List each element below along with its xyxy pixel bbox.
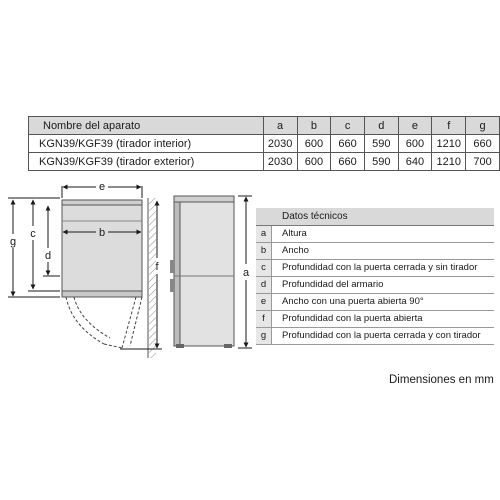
legend-key: c [256, 260, 272, 276]
legend-key: a [256, 226, 272, 242]
cell-b: 600 [297, 153, 331, 171]
legend-row [256, 243, 494, 260]
legend-description: Altura [282, 228, 307, 239]
cell-g: 700 [466, 153, 500, 171]
cell-a: 2030 [263, 135, 297, 153]
legend-row [256, 260, 494, 277]
legend-description: Profundidad del armario [282, 279, 384, 290]
cell-a: 2030 [263, 153, 297, 171]
header-cell-g: g [466, 117, 500, 135]
legend-key: b [256, 243, 272, 259]
cell-e: 640 [398, 153, 432, 171]
label-c: c [30, 228, 36, 240]
legend-key: f [256, 311, 272, 327]
fridge-dimension-drawing [0, 176, 270, 366]
legend-description: Profundidad con la puerta cerrada y sin tirador [282, 262, 478, 273]
cell-g: 660 [466, 135, 500, 153]
legend-row [256, 226, 494, 243]
legend-key: e [256, 294, 272, 310]
cell-d: 590 [364, 153, 398, 171]
label-d: d [44, 250, 52, 262]
legend-row [256, 311, 494, 328]
cell-c: 660 [331, 135, 365, 153]
header-cell-f: f [432, 117, 466, 135]
cell-c: 660 [331, 153, 365, 171]
legend-title: Datos técnicos [256, 208, 494, 226]
row-name: KGN39/KGF39 (tirador interior) [29, 135, 264, 153]
cell-f: 1210 [432, 135, 466, 153]
header-cell-b: b [297, 117, 331, 135]
legend-description: Ancho con una puerta abierta 90° [282, 296, 424, 307]
legend-row [256, 328, 494, 345]
legend-row [256, 294, 494, 311]
dimension-c [28, 200, 60, 291]
label-a: a [242, 267, 250, 279]
legend-row [256, 277, 494, 294]
technical-data-legend [256, 208, 494, 345]
legend-key: d [256, 277, 272, 293]
label-e: e [98, 181, 106, 193]
header-cell-e: e [398, 117, 432, 135]
label-b: b [98, 227, 106, 239]
dimension-e [62, 181, 142, 198]
handle-upper [170, 260, 174, 273]
legend-description: Profundidad con la puerta cerrada y con tirador [282, 330, 481, 341]
table-row [29, 135, 500, 153]
units-note: Dimensiones en mm [389, 374, 494, 386]
door-swing [66, 297, 142, 348]
cell-f: 1210 [432, 153, 466, 171]
cell-b: 600 [297, 135, 331, 153]
header-cell-d: d [364, 117, 398, 135]
cell-e: 600 [398, 135, 432, 153]
fridge-side-view [170, 196, 234, 348]
dimension-d [43, 206, 60, 276]
fridge-top-view [62, 200, 142, 297]
legend-description: Profundidad con la puerta abierta [282, 313, 423, 324]
wall-hatch [148, 198, 156, 358]
label-g: g [9, 236, 17, 248]
header-cell-a: a [263, 117, 297, 135]
label-f: f [155, 261, 159, 273]
header-cell-c: c [331, 117, 365, 135]
cell-d: 590 [364, 135, 398, 153]
table-row [29, 153, 500, 171]
dimension-a [238, 196, 252, 348]
table-header-row [29, 117, 500, 135]
header-cell-name: Nombre del aparato [29, 117, 264, 135]
legend-key: g [256, 328, 272, 344]
handle-lower [170, 279, 174, 292]
legend-description: Ancho [282, 245, 309, 256]
dimension-g [8, 198, 60, 297]
row-name: KGN39/KGF39 (tirador exterior) [29, 153, 264, 171]
dimensions-table [28, 116, 500, 171]
